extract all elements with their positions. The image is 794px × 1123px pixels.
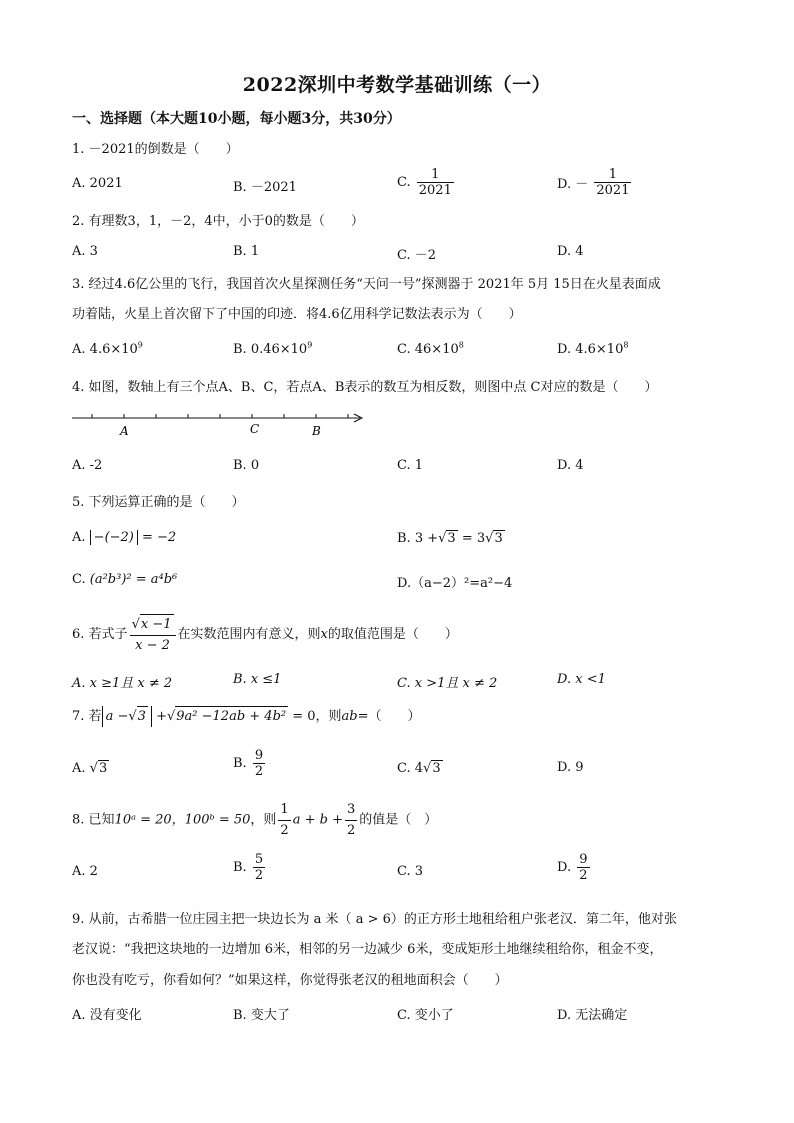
question-9: 9. 从前，古希腊一位庄园主把一块边长为 a 米（ a > 6）的正方形土地租给租户张老汉．第二年，他对张 (72, 912, 677, 927)
q1-option-b: B. －2021 (233, 180, 297, 195)
q5-option-b: B. 3 +√3 = 3√3 (397, 531, 503, 546)
number-line-ticks (92, 414, 348, 418)
question-7: 7. 若 a −√3 +√9a² −12ab + 4b² = 0，则ab=（ ） (72, 706, 421, 727)
q1-option-d: D. － $\frac{1}{2021}$ (557, 167, 630, 198)
q7-option-c: C. 4√3 (397, 761, 441, 776)
q9-option-b: B. 变大了 (233, 1008, 290, 1023)
q9-option-a: A. 没有变化 (72, 1008, 142, 1023)
q4-option-b: B. 0 (233, 458, 260, 473)
q8-option-d: D. $\frac{9}{2}$ (557, 852, 588, 883)
q2-option-a: A. 3 (72, 244, 98, 259)
q6-option-c: C. x >1且 x ≠ 2 (397, 676, 498, 691)
q3-option-a: A. $4.6\times 10^9$ (72, 340, 143, 357)
q8-option-a: A. 2 (72, 864, 98, 879)
q3-option-d: D. $4.6\times 10^8$ (557, 340, 629, 357)
q4-option-a: A. -2 (72, 458, 103, 473)
question-1 (72, 140, 239, 160)
q1-option-a: A. 2021 (72, 176, 123, 191)
point-label-c: C (250, 422, 260, 436)
question-3-line-2: 功着陆，火星上首次留下了中国的印迹．将4.6亿用科学记数法表示为（ ） (72, 307, 522, 322)
q2-option-d: D. 4 (557, 244, 584, 259)
q5-option-a: A. −(−2) = −2 (72, 530, 177, 545)
question-3: 3. 经过4.6亿公里的飞行，我国首次火星探测任务“天问一号”探测器于 2021年 5月 15日在火星表面成 (72, 277, 661, 292)
fraction: $\frac{3}{2}$ (345, 800, 357, 841)
q6-option-b: B. x ≤1 (233, 672, 282, 687)
q1-option-c: C. $\frac{1}{2021}$ (397, 167, 452, 198)
question-2: 2. 有理数3，1，－2，4中，小于0的数是（ ） (72, 214, 364, 229)
fraction: $\frac{1}{2021}$ (596, 167, 630, 198)
q6-option-a: A. x ≥1且 x ≠ 2 (72, 676, 173, 691)
q7-option-d: D. 9 (557, 760, 584, 775)
question-8: 8. 已知10ᵃ = 20，100ᵇ = 50，则 $\frac{1}{2}$ a + b + $\frac{3}{2}$ 的值是（ ） (72, 800, 437, 841)
fraction: $\frac{1}{2}$ (278, 800, 290, 841)
q9-option-c: C. 变小了 (397, 1008, 454, 1023)
q5-option-c: C. (a²b³)² = a⁴b⁶ (72, 572, 178, 587)
question-stem: －2021的倒数是（ ） (88, 142, 239, 157)
point-label-a: A (120, 424, 129, 438)
question-4: 4. 如图，数轴上有三个点A、B、C，若点A、B表示的数互为相反数，则图中点 C对应的数是（ ） (72, 380, 658, 395)
fraction: $\frac{9}{2}$ (579, 852, 588, 883)
point-label-b: B (312, 424, 321, 438)
question-number: 1. (72, 142, 85, 157)
fraction: $\frac{√x -1}{x - 2}$ (130, 614, 176, 656)
q9-option-d: D. 无法确定 (557, 1008, 628, 1023)
q3-option-c: C. $46\times 10^8$ (397, 340, 464, 357)
q4-option-c: C. 1 (397, 458, 424, 473)
q3-option-b: B. $0.46\times 10^9$ (233, 340, 313, 357)
q8-option-b: B. $\frac{5}{2}$ (233, 852, 264, 883)
question-5: 5. 下列运算正确的是（ ） (72, 495, 245, 510)
q6-option-d: D. x <1 (557, 672, 606, 687)
number-line-figure (72, 405, 372, 441)
q5-option-d: D.（a−2）²=a²−4 (397, 576, 513, 591)
section-heading: 一、选择题（本大题10小题，每小题3分，共30分） (72, 111, 401, 127)
q2-option-c: C. －2 (397, 248, 437, 263)
page-title: 2022深圳中考数学基础训练（一） (242, 74, 552, 96)
q8-option-c: C. 3 (397, 864, 424, 879)
fraction: $\frac{5}{2}$ (254, 852, 264, 883)
q7-option-b: B. $\frac{9}{2}$ (233, 748, 264, 779)
question-9-line-3: 你也没有吃亏，你看如何？”如果这样，你觉得张老汉的租地面积会（ ） (72, 973, 508, 988)
q7-option-a: A. √3 (72, 761, 108, 776)
q4-option-d: D. 4 (557, 458, 584, 473)
fraction: $\frac{1}{2021}$ (418, 167, 452, 198)
fraction: $\frac{9}{2}$ (254, 748, 264, 779)
question-9-line-2: 老汉说：“我把这块地的一边增加 6米，相邻的另一边减少 6米，变成矩形土地继续租给你，租金不变， (72, 942, 663, 957)
q2-option-b: B. 1 (233, 244, 260, 259)
question-6: 6. 若式子 $\frac{√x -1}{x - 2}$ 在实数范围内有意义，则x的取值范围是（ ） (72, 614, 458, 656)
